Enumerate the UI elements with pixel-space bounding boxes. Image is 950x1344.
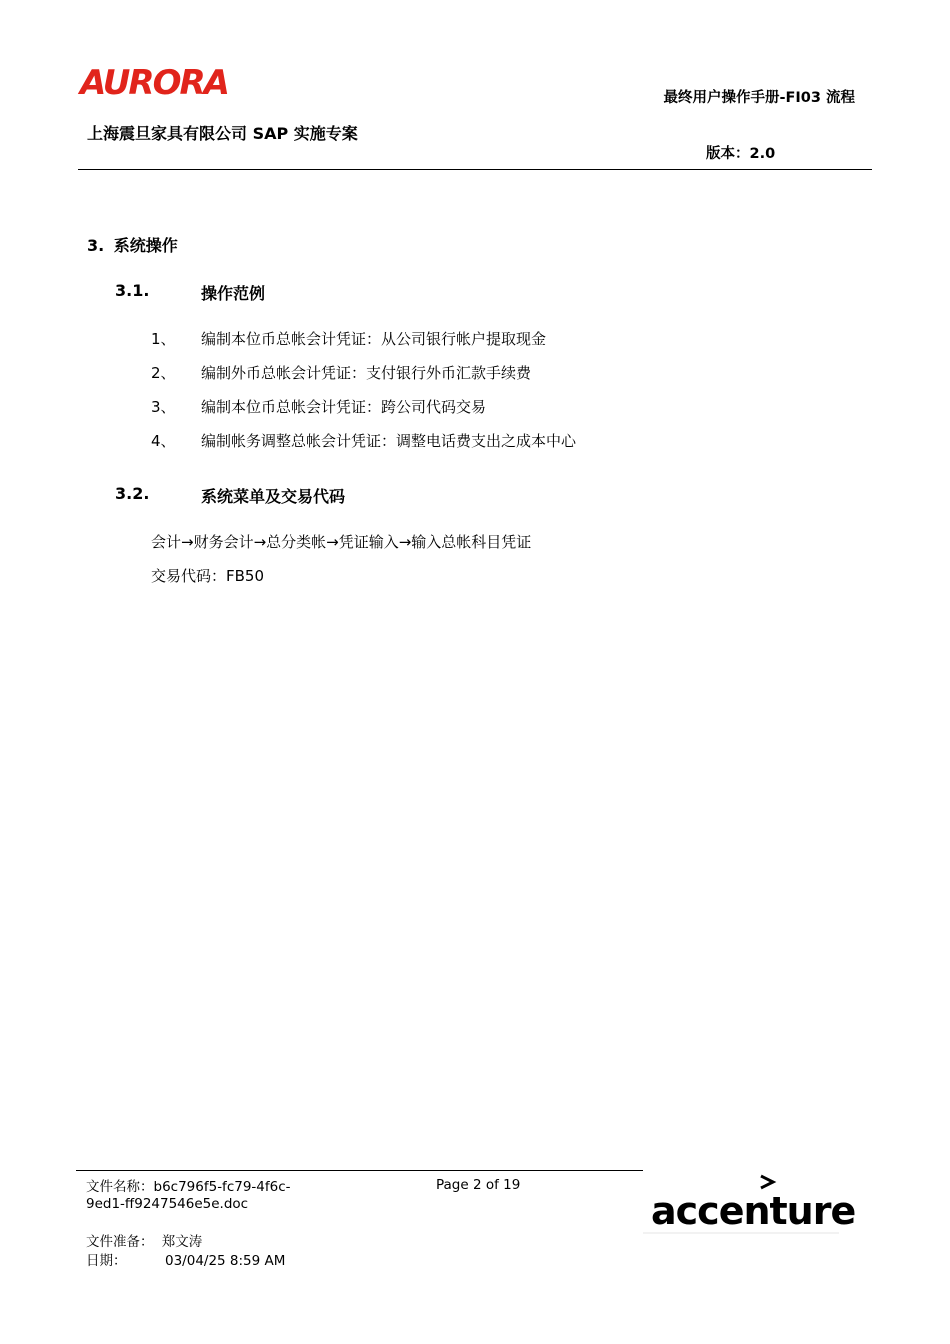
document-title: 最终用户操作手册-FI03 流程	[663, 90, 855, 106]
logo-text: AURORA	[80, 63, 228, 103]
list-item-text: 编制外币总帐会计凭证：支付银行外币汇款手续费	[201, 364, 532, 382]
subsection-title: 操作范例	[201, 284, 266, 303]
filename-part1: b6c796f5-fc79-4f6c-	[153, 1179, 291, 1195]
aurora-logo	[80, 63, 228, 103]
list-item-text: 编制本位币总帐会计凭证：从公司银行帐户提取现金	[201, 330, 547, 348]
list-item-number: 1、	[151, 330, 176, 348]
list-item-text: 编制帐务调整总帐会计凭证：调整电话费支出之成本中心	[201, 432, 577, 450]
footer-prepared	[86, 1234, 202, 1251]
date-value: 03/04/25 8:59 AM	[165, 1253, 286, 1269]
accenture-wordmark: accenture	[651, 1189, 856, 1233]
footer-divider	[76, 1170, 643, 1171]
accenture-logo	[643, 1170, 856, 1234]
subsection-title: 系统菜单及交易代码	[201, 487, 346, 506]
footer-filename	[86, 1179, 291, 1213]
prepared-label: 文件准备：	[86, 1234, 154, 1250]
list-item-number: 4、	[151, 432, 176, 450]
date-label: 日期：	[86, 1253, 127, 1269]
page-number: Page 2 of 19	[436, 1177, 521, 1193]
accenture-chevron-icon	[761, 1176, 773, 1188]
list-item-number: 3、	[151, 398, 176, 416]
prepared-by: 郑文涛	[161, 1234, 203, 1250]
header-divider	[78, 169, 872, 170]
menu-path: 会计→财务会计→总分类帐→凭证输入→输入总帐科目凭证	[151, 533, 532, 551]
filename-label: 文件名称：	[86, 1179, 154, 1195]
section-heading	[87, 233, 178, 256]
list-item-number: 2、	[151, 364, 176, 382]
document-version: 版本：2.0	[706, 146, 776, 162]
subsection-number: 3.2.	[115, 484, 150, 503]
subsection-number: 3.1.	[115, 281, 150, 300]
footer-date	[86, 1253, 285, 1270]
section-number: 3.	[87, 236, 105, 255]
transaction-code: 交易代码：FB50	[151, 567, 265, 585]
section-title: 系统操作	[113, 236, 178, 255]
company-name: 上海震旦家具有限公司 SAP 实施专案	[87, 124, 358, 143]
list-item-text: 编制本位币总帐会计凭证：跨公司代码交易	[201, 398, 487, 416]
filename-part2: 9ed1-ff9247546e5e.doc	[86, 1196, 249, 1212]
